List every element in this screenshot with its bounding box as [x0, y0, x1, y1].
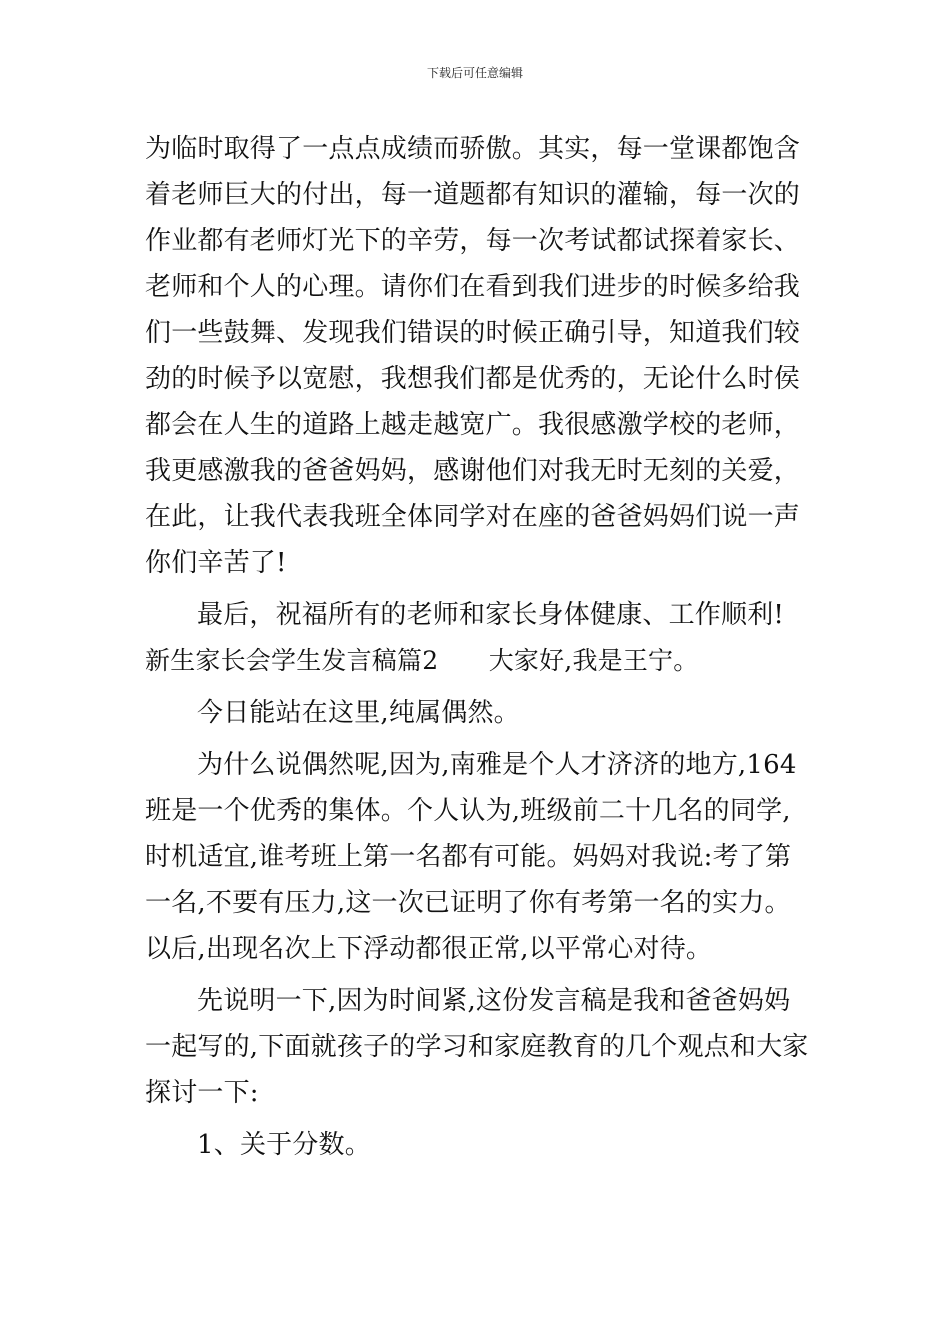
text-line: 都会在人生的道路上越走越宽广。我很感激学校的老师，: [145, 410, 801, 440]
text-line: 为临时取得了一点点成绩而骄傲。其实，每一堂课都饱含: [145, 134, 801, 164]
text-line: 一起写的,下面就孩子的学习和家庭教育的几个观点和大家: [145, 1032, 809, 1062]
section-title-line: 新生家长会学生发言稿篇2 大家好,我是王宁。: [145, 646, 699, 675]
page-header: 下载后可任意编辑: [426, 66, 523, 80]
paragraph-line: 为什么说偶然呢,因为,南雅是个人才济济的地方,164: [197, 750, 797, 780]
text-line: 你们辛苦了!: [145, 548, 287, 578]
text-line: 老师和个人的心理。请你们在看到我们进步的时候多给我: [145, 272, 801, 302]
list-item-heading: 1、关于分数。: [197, 1130, 371, 1160]
document-body: [145, 126, 810, 1168]
paragraph-line: 今日能站在这里,纯属偶然。: [197, 698, 520, 728]
text-line: 时机适宜,谁考班上第一名都有可能。妈妈对我说:考了第: [145, 842, 792, 872]
paragraph-line: 先说明一下,因为时间紧,这份发言稿是我和爸爸妈妈: [197, 986, 791, 1016]
text-line: 着老师巨大的付出，每一道题都有知识的灌输，每一次的: [145, 180, 801, 210]
text-line: 作业都有老师灯光下的辛劳，每一次考试都试探着家长、: [145, 226, 801, 256]
text-line: 探讨一下:: [145, 1078, 259, 1108]
text-line: 班是一个优秀的集体。个人认为,班级前二十几名的同学,: [145, 796, 791, 826]
text-line: 我更感激我的爸爸妈妈，感谢他们对我无时无刻的关爱，: [145, 456, 801, 486]
text-line: 以后,出现名次上下浮动都很正常,以平常心对待。: [145, 934, 713, 964]
text-line: 在此，让我代表我班全体同学对在座的爸爸妈妈们说一声: [145, 502, 801, 532]
text-line: 一名,不要有压力,这一次已证明了你有考第一名的实力。: [145, 888, 791, 918]
paragraph-closing: 最后，祝福所有的老师和家长身体健康、工作顺利!: [197, 600, 785, 630]
text-line: 们一些鼓舞、发现我们错误的时候正确引导，知道我们较: [145, 318, 801, 348]
text-line: 劲的时候予以宽慰，我想我们都是优秀的，无论什么时侯: [145, 364, 801, 394]
